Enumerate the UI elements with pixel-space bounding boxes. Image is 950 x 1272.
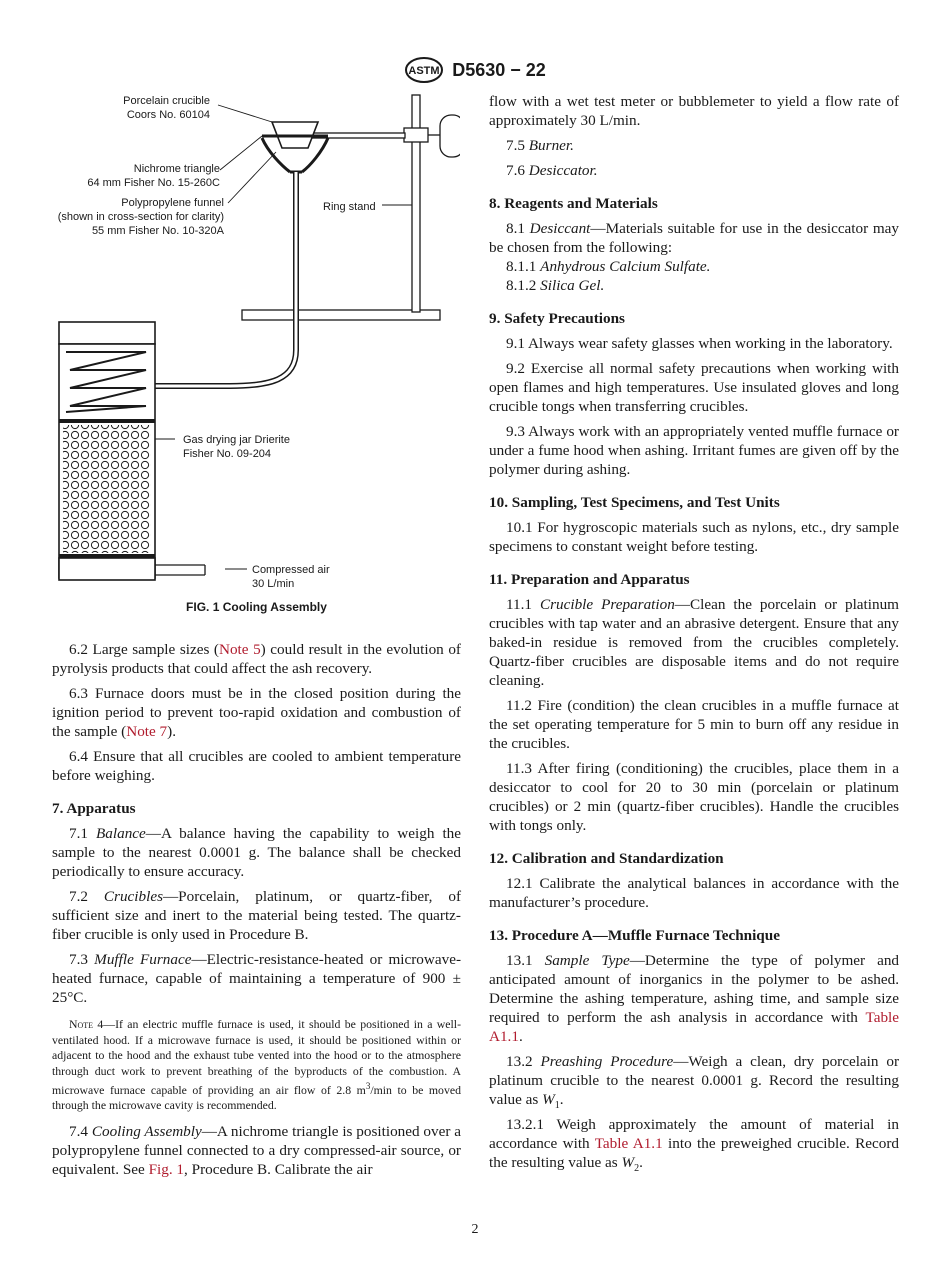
para-9-3: 9.3 Always work with an appropriately vented muffle furnace or under a fume hood when ashing. Irritant fumes are given off by the polymer during ashing.: [489, 423, 899, 478]
para-7-6: 7.6 Desiccator.: [506, 162, 598, 179]
left-column: [52, 92, 461, 1185]
section-8-heading: 8. Reagents and Materials: [489, 195, 658, 212]
para-7-4: 7.4 Cooling Assembly—A nichrome triangle is positioned over a polypropylene funnel connected to a dry compressed-air source, or equivalent. See Fig. 1, Procedure B. Calibrate the air: [52, 1122, 462, 1178]
para-13-2-1: 13.2.1 Weigh approximately the amount of material in accordance with Table A1.1 into the preweighed crucible. Record the resulting value as $W_2$.: [489, 1116, 900, 1175]
para-6-4: 6.4 Ensure that all crucibles are cooled to ambient temperature before weighing.: [52, 748, 461, 784]
para-7-4-cont: flow with a wet test meter or bubblemeter to yield a flow rate of approximately 30 L/min.: [489, 93, 899, 129]
logo-text: ASTM: [408, 65, 440, 77]
para-6-2: 6.2 Large sample sizes (Note 5) could result in the evolution of pyrolysis products that could affect the ash recovery.: [52, 641, 461, 677]
para-11-2: 11.2 Fire (condition) the clean crucibles in a muffle furnace at the set operating temperature for 5 min to burn off any residue in the crucibles.: [489, 697, 899, 752]
figure-1: [52, 90, 461, 620]
label-triangle-no: 64 mm Fisher No. 15-260C: [87, 177, 220, 189]
section-7-heading: 7. Apparatus: [52, 800, 136, 817]
fig-1-link[interactable]: Fig. 1: [148, 1160, 185, 1178]
table-a1-1-link[interactable]: Table A1.1: [489, 1009, 899, 1045]
section-13-heading: 13. Procedure A—Muffle Furnace Technique: [489, 927, 780, 944]
para-8-1-2: 8.1.2 Silica Gel.: [506, 277, 605, 294]
para-9-2: 9.2 Exercise all normal safety precautions when working with open flames and high temperatures. Use insulated gloves and long crucible tongs when transferring crucibles.: [489, 360, 899, 415]
label-air-flow: 30 L/min: [252, 578, 295, 590]
cooling-assembly-diagram: [0, 90, 460, 595]
para-8-1-1: 8.1.1 Anhydrous Calcium Sulfate.: [506, 258, 711, 275]
para-7-1: 7.1 Balance—A balance having the capability to weigh the sample to the nearest 0.0001 g. The balance shall be checked periodically to ensure accuracy.: [52, 825, 461, 880]
drying-jar-bottom: [59, 558, 155, 580]
note-7-link[interactable]: Note 7: [126, 723, 168, 740]
drying-jar-top: [59, 322, 155, 344]
para-11-1: 11.1 Crucible Preparation—Clean the porcelain or platinum crucibles with tap water and an abrasive detergent. Ensure that any baked-in residue is removed from the crucibles completely. Quartz-fiber crucibles are disposable items and do not require cleaning.: [489, 596, 899, 689]
para-7-2: 7.2 Crucibles—Porcelain, platinum, or quartz-fiber, of sufficient size and inert to the material being tested. The quartz-fiber crucible is only used in Procedure B.: [52, 888, 462, 943]
label-compressed-air: Compressed air: [252, 564, 330, 576]
label-crucible: Porcelain crucible: [123, 95, 210, 107]
right-column: [489, 92, 899, 1184]
para-7-5: 7.5 Burner.: [506, 137, 574, 154]
label-ring-stand: Ring stand: [323, 201, 376, 213]
para-12-1: 12.1 Calibrate the analytical balances in accordance with the manufacturer’s procedure.: [489, 875, 899, 911]
section-12-heading: 12. Calibration and Standardization: [489, 850, 724, 867]
table-a1-1-link-2[interactable]: Table A1.1: [594, 1135, 663, 1153]
astm-logo-icon: [404, 55, 444, 85]
page-number: 2: [471, 1222, 479, 1237]
document-designation: D5630 − 22: [452, 59, 546, 80]
section-10-heading: 10. Sampling, Test Specimens, and Test Units: [489, 494, 780, 511]
label-funnel-no: 55 mm Fisher No. 10-320A: [91, 225, 224, 237]
label-triangle: Nichrome triangle: [133, 163, 220, 175]
label-funnel-note: (shown in cross-section for clarity): [57, 211, 224, 223]
para-9-1: 9.1 Always wear safety glasses when working in the laboratory.: [506, 335, 893, 352]
drierite-granules: [63, 425, 151, 553]
section-9-heading: 9. Safety Precautions: [489, 310, 625, 327]
label-crucible-no: Coors No. 60104: [126, 109, 210, 121]
note-4: Note 4—If an electric muffle furnace is used, it should be positioned in a well-ventilated hood. If a microwave furnace is used, it should be positioned within or adjacent to the hood and the exhaust tube vented into the hood or to the atmosphere through duct work to prevent breathing of the byproducts of the combustion. A microwave furnace capable of providing an air flow of 2.8 $m^3/\min$ to be moved through the microwave cavity is recommended.: [52, 1017, 461, 1113]
para-7-3: 7.3 Muffle Furnace—Electric-resistance-heated or microwave-heated furnace, capable of maintaining a temperature of 900 ± 25°C.: [52, 951, 462, 1006]
ring-stand-clamp: [404, 128, 428, 142]
page-header: [0, 55, 950, 85]
section-11-heading: 11. Preparation and Apparatus: [489, 571, 690, 588]
para-6-3: 6.3 Furnace doors must be in the closed position during the ignition period to prevent too-rapid oxidation and combustion of the sample (Note 7).: [52, 685, 461, 740]
para-13-2: 13.2 Preashing Procedure—Weigh a clean, dry porcelain or platinum crucible to the nearest 0.0001 g. Record the resulting value as $W_1$.: [489, 1053, 900, 1112]
ring-stand-knob: [440, 115, 460, 157]
para-8-1: 8.1 Desiccant—Materials suitable for use in the desiccator may be chosen from the following:: [489, 220, 899, 256]
para-11-3: 11.3 After firing (conditioning) the crucibles, place them in a desiccator to cool for 20 to 30 min (porcelain or platinum crucibles) or 2 min (quartz-fiber crucibles). Handle the crucibles with tongs only.: [489, 760, 899, 834]
label-drying-jar-no: Fisher No. 09-204: [183, 448, 272, 460]
label-drying-jar: Gas drying jar Drierite: [183, 434, 290, 446]
label-funnel: Polypropylene funnel: [121, 197, 224, 209]
note-5-link[interactable]: Note 5: [218, 641, 261, 658]
ring-stand-base: [242, 310, 440, 320]
figure-caption: FIG. 1 Cooling Assembly: [186, 600, 327, 614]
para-10-1: 10.1 For hygroscopic materials such as nylons, etc., dry sample specimens to constant weight before testing.: [489, 519, 899, 555]
para-13-1: 13.1 Sample Type—Determine the type of polymer and anticipated amount of inorganics in the polymer to be ashed. Determine the ashing temperature, ashing time, and sample size required to perform the ash analysis in accordance with Table A1.1.: [489, 952, 900, 1045]
air-inlet-tube: [155, 565, 205, 575]
